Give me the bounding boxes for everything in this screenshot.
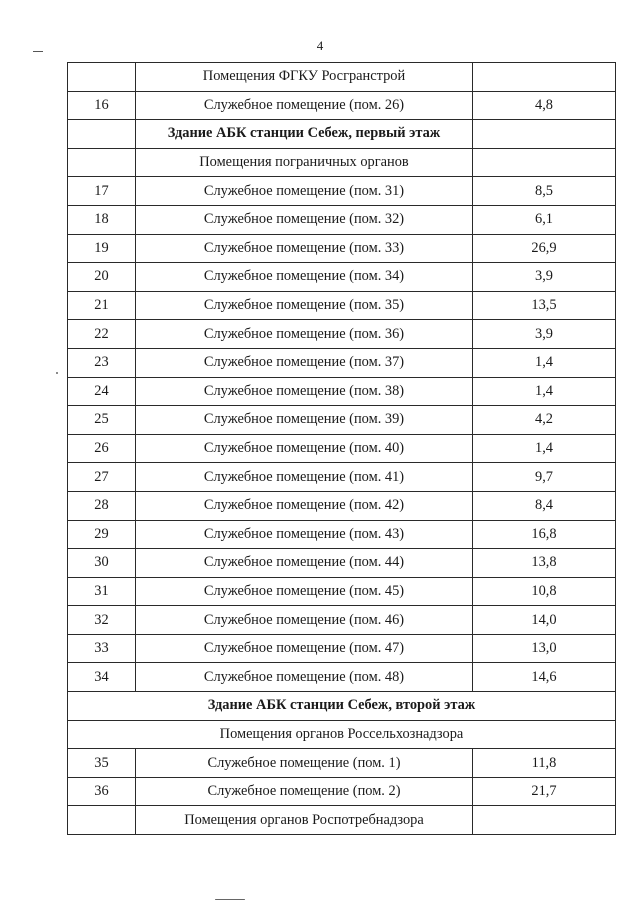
premises-name: Служебное помещение (пом. 26) [136, 91, 473, 120]
table-row [68, 663, 616, 692]
row-number: 36 [68, 777, 136, 806]
premises-name: Служебное помещение (пом. 38) [136, 377, 473, 406]
section-heading: Здание АБК станции Себеж, второй этаж [68, 692, 616, 721]
premises-name: Служебное помещение (пом. 34) [136, 263, 473, 292]
row-number: 31 [68, 577, 136, 606]
group-heading: Помещения органов Роспотребнадзора [136, 806, 473, 835]
table-row [68, 549, 616, 578]
area-value: 9,7 [473, 463, 616, 492]
area-value: 26,9 [473, 234, 616, 263]
row-number: 23 [68, 348, 136, 377]
section-row [68, 120, 616, 149]
area-value: 1,4 [473, 377, 616, 406]
scan-artifact-dot [56, 372, 58, 374]
table-row [68, 234, 616, 263]
area-value: 4,8 [473, 91, 616, 120]
premises-name: Служебное помещение (пом. 37) [136, 348, 473, 377]
row-number: 34 [68, 663, 136, 692]
group-heading: Помещения ФГКУ Росгранстрой [136, 63, 473, 92]
section-heading: Здание АБК станции Себеж, первый этаж [136, 120, 473, 149]
area-value: 21,7 [473, 777, 616, 806]
area-value: 6,1 [473, 205, 616, 234]
row-number: 33 [68, 634, 136, 663]
table-row [68, 377, 616, 406]
area-value: 3,9 [473, 263, 616, 292]
empty-cell [473, 120, 616, 149]
empty-cell [68, 148, 136, 177]
row-number: 28 [68, 491, 136, 520]
area-value: 8,4 [473, 491, 616, 520]
row-number: 17 [68, 177, 136, 206]
row-number: 22 [68, 320, 136, 349]
premises-table [67, 62, 616, 835]
table-row [68, 406, 616, 435]
area-value: 8,5 [473, 177, 616, 206]
area-value: 14,6 [473, 663, 616, 692]
area-value: 13,0 [473, 634, 616, 663]
area-value: 13,8 [473, 549, 616, 578]
table-row [68, 205, 616, 234]
table-row [68, 606, 616, 635]
premises-name: Служебное помещение (пом. 35) [136, 291, 473, 320]
premises-name: Служебное помещение (пом. 33) [136, 234, 473, 263]
empty-cell [68, 120, 136, 149]
row-number: 19 [68, 234, 136, 263]
premises-name: Служебное помещение (пом. 31) [136, 177, 473, 206]
row-number: 20 [68, 263, 136, 292]
premises-name: Служебное помещение (пом. 39) [136, 406, 473, 435]
group-row [68, 806, 616, 835]
empty-cell [473, 63, 616, 92]
premises-name: Служебное помещение (пом. 36) [136, 320, 473, 349]
row-number: 29 [68, 520, 136, 549]
table-row [68, 777, 616, 806]
table-row [68, 263, 616, 292]
premises-name: Служебное помещение (пом. 43) [136, 520, 473, 549]
premises-name: Служебное помещение (пом. 47) [136, 634, 473, 663]
area-value: 14,0 [473, 606, 616, 635]
row-number: 24 [68, 377, 136, 406]
premises-name: Служебное помещение (пом. 44) [136, 549, 473, 578]
table-row [68, 577, 616, 606]
area-value: 1,4 [473, 434, 616, 463]
premises-name: Служебное помещение (пом. 42) [136, 491, 473, 520]
empty-cell [473, 148, 616, 177]
table-row [68, 634, 616, 663]
table-row [68, 463, 616, 492]
area-value: 16,8 [473, 520, 616, 549]
row-number: 30 [68, 549, 136, 578]
area-value: 1,4 [473, 348, 616, 377]
empty-cell [68, 806, 136, 835]
area-value: 4,2 [473, 406, 616, 435]
scan-artifact-dot [215, 899, 245, 900]
row-number: 25 [68, 406, 136, 435]
row-number: 16 [68, 91, 136, 120]
area-value: 3,9 [473, 320, 616, 349]
premises-name: Служебное помещение (пом. 41) [136, 463, 473, 492]
row-number: 32 [68, 606, 136, 635]
premises-table-body [68, 63, 616, 835]
area-value: 11,8 [473, 749, 616, 778]
page-number: 4 [316, 38, 324, 53]
premises-name: Служебное помещение (пом. 32) [136, 205, 473, 234]
row-number: 18 [68, 205, 136, 234]
table-row [68, 434, 616, 463]
group-row [68, 720, 616, 749]
premises-name: Служебное помещение (пом. 45) [136, 577, 473, 606]
row-number: 26 [68, 434, 136, 463]
group-heading: Помещения пограничных органов [136, 148, 473, 177]
row-number: 21 [68, 291, 136, 320]
table-row [68, 177, 616, 206]
group-row [68, 148, 616, 177]
row-number: 35 [68, 749, 136, 778]
table-row [68, 491, 616, 520]
group-heading: Помещения органов Россельхознадзора [68, 720, 616, 749]
premises-name: Служебное помещение (пом. 46) [136, 606, 473, 635]
table-row [68, 291, 616, 320]
premises-name: Служебное помещение (пом. 40) [136, 434, 473, 463]
empty-cell [68, 63, 136, 92]
section-row [68, 692, 616, 721]
table-row [68, 91, 616, 120]
area-value: 10,8 [473, 577, 616, 606]
premises-name: Служебное помещение (пом. 48) [136, 663, 473, 692]
premises-name: Служебное помещение (пом. 1) [136, 749, 473, 778]
table-row [68, 348, 616, 377]
row-number: 27 [68, 463, 136, 492]
scan-artifact-line [33, 51, 43, 52]
area-value: 13,5 [473, 291, 616, 320]
empty-cell [473, 806, 616, 835]
table-row [68, 749, 616, 778]
group-row [68, 63, 616, 92]
premises-name: Служебное помещение (пом. 2) [136, 777, 473, 806]
table-row [68, 320, 616, 349]
table-row [68, 520, 616, 549]
